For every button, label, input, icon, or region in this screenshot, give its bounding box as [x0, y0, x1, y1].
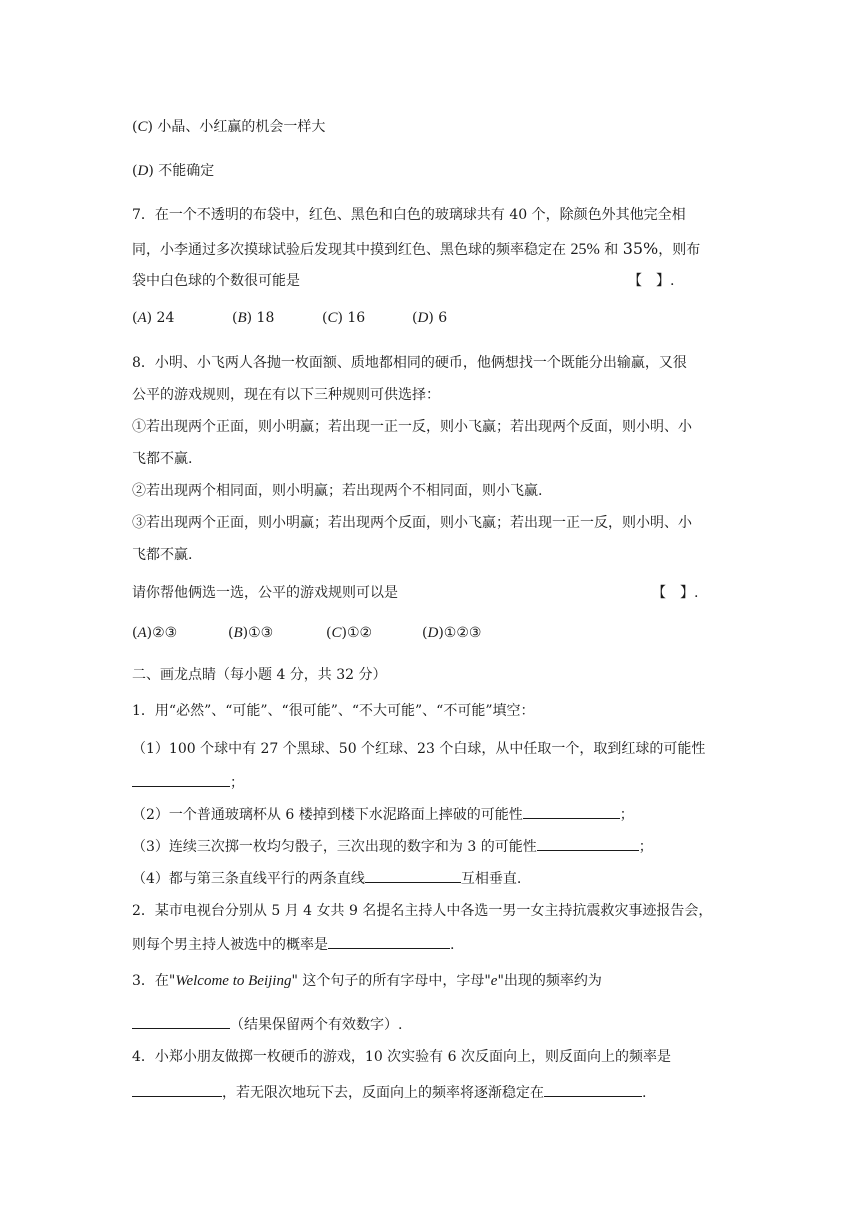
- option: (D)①②③: [422, 625, 482, 641]
- s2-q2-line-2: [132, 934, 454, 954]
- q7-text: 和: [599, 242, 623, 258]
- section-heading: 二、画龙点睛（每小题 4 分，共 32 分）: [132, 667, 387, 683]
- s2-q1-part-2: [132, 804, 634, 824]
- q6-option-d: (D) 不能确定: [132, 163, 215, 179]
- q7-line-3: 袋中白色球的个数很可能是: [132, 273, 300, 289]
- letter-e: e: [490, 973, 498, 989]
- option-value: ①②: [346, 625, 373, 641]
- part-text: （4）都与第三条直线平行的两条直线: [132, 871, 365, 887]
- answer-blank[interactable]: [365, 868, 461, 883]
- q3-text: （结果保留两个有效数字）.: [230, 1017, 403, 1033]
- q2-text: 则每个男主持人被选中的概率是: [132, 937, 328, 953]
- answer-blank[interactable]: [544, 1082, 642, 1097]
- q8-options: [132, 624, 481, 642]
- option-letter: C: [331, 625, 342, 641]
- option-letter: D: [417, 310, 429, 326]
- answer-blank[interactable]: [132, 1082, 222, 1097]
- s2-q1-part-4: [132, 868, 521, 888]
- q8-line-6: ③若出现两个正面，则小明赢；若出现两个反面，则小飞赢；若出现一正一反，则小明、小: [132, 515, 692, 531]
- option: (C)①②: [326, 625, 373, 641]
- option-letter: D: [137, 163, 149, 179]
- q3-text: 3．在": [132, 973, 176, 989]
- q7-options: [132, 309, 447, 327]
- punctuation: .: [450, 937, 455, 953]
- q4-text: ，若无限次地玩下去，反面向上的频率将逐渐稳定在: [222, 1085, 544, 1101]
- option-text: 小晶、小红赢的机会一样大: [157, 119, 326, 135]
- answer-blank[interactable]: [328, 934, 450, 949]
- punctuation: .: [642, 1085, 647, 1101]
- q7-line-1: 7．在一个不透明的布袋中，红色、黑色和白色的玻璃球共有 40 个，除颜色外其他完全相: [132, 207, 686, 223]
- option-value: 18: [252, 310, 275, 326]
- s2-q4-line-2: [132, 1082, 646, 1102]
- option-letter: A: [137, 310, 147, 326]
- percent-value: 25%: [570, 241, 600, 258]
- answer-blank[interactable]: [537, 836, 639, 851]
- q8-line-3: ①若出现两个正面，则小明赢；若出现一正一反，则小飞赢；若出现两个反面，则小明、小: [132, 419, 692, 435]
- option: (A)②③: [132, 625, 178, 641]
- punctuation: ；: [230, 775, 244, 791]
- s2-q3-line-2: [132, 1014, 402, 1034]
- s2-q2-line-1: 2．某市电视台分别从 5 月 4 女共 9 名提名主持人中各选一男一女主持抗震救灾事迹报告会，: [132, 903, 713, 919]
- punctuation: ；: [619, 807, 634, 823]
- option-letter: C: [327, 310, 338, 326]
- q8-line-2: 公平的游戏规则，现在有以下三种规则可供选择：: [132, 387, 440, 403]
- q7-text: 同，小李通过多次摸球试验后发现其中摸到红色、黑色球的频率稳定在: [132, 242, 571, 258]
- q8-line-4: 飞都不赢.: [132, 451, 193, 467]
- s2-q3-line-1: [132, 972, 602, 990]
- s2-q1-stem: 1．用“必然”、“可能”、“很可能”、“不大可能”、“不可能”填空：: [132, 703, 535, 719]
- answer-blank[interactable]: [132, 772, 230, 787]
- s2-q1-part-3: [132, 836, 653, 856]
- option-value: ①②③: [443, 625, 482, 641]
- q3-text: " 这个句子的所有字母中，字母": [291, 973, 491, 989]
- option: (B)①③: [228, 625, 274, 641]
- option-value: ①③: [248, 625, 274, 641]
- option-letter: D: [427, 625, 439, 641]
- q8-line-5: ②若出现两个相同面，则小明赢；若出现两个不相同面，则小飞赢.: [132, 483, 543, 499]
- option: (D) 6: [412, 310, 448, 326]
- q8-line-1: 8．小明、小飞两人各抛一枚面额、质地都相同的硬币，他俩想找一个既能分出输赢，又很: [132, 355, 687, 371]
- q7-line-2: [132, 240, 700, 259]
- q8-line-8: 请你帮他俩选一选，公平的游戏规则可以是: [132, 585, 398, 601]
- option-letter: B: [237, 310, 247, 326]
- part-text: 互相垂直.: [460, 871, 522, 887]
- option-text: 不能确定: [158, 163, 215, 179]
- answer-bracket: 【 】.: [628, 273, 675, 289]
- q8-line-7: 飞都不赢.: [132, 547, 193, 563]
- quoted-sentence: Welcome to Beijing: [175, 973, 292, 989]
- part-text: （2）一个普通玻璃杯从 6 楼掉到楼下水泥路面上摔破的可能性: [132, 807, 523, 823]
- q6-option-c: (C) 小晶、小红赢的机会一样大: [132, 119, 326, 135]
- part-text: （3）连续三次掷一枚均匀骰子，三次出现的数字和为 3 的可能性: [132, 839, 537, 855]
- option-value: 16: [342, 310, 366, 326]
- q3-text: "出现的频率约为: [497, 973, 602, 989]
- option-value: ②③: [152, 625, 178, 641]
- s2-q4-line-1: 4．小郑小朋友做掷一枚硬币的游戏，10 次实验有 6 次反面向上，则反面向上的频率是: [132, 1049, 671, 1065]
- option: (C) 16: [322, 310, 366, 326]
- option-value: 24: [152, 310, 175, 326]
- option-letter: C: [137, 119, 148, 135]
- s2-q1-part-1: （1）100 个球中有 27 个黑球、50 个红球、23 个白球，从中任取一个，取到红球的可能性: [132, 741, 706, 757]
- percent-value: 35%: [622, 239, 659, 258]
- option: (B) 18: [232, 310, 275, 326]
- answer-blank[interactable]: [523, 804, 620, 819]
- answer-blank[interactable]: [132, 1014, 230, 1029]
- option-letter: B: [233, 625, 243, 641]
- q7-text: ，则布: [658, 242, 701, 258]
- punctuation: ；: [638, 839, 653, 855]
- answer-bracket: 【 】.: [652, 585, 699, 601]
- s2-q1-part-1-answer: [132, 772, 244, 792]
- option-letter: A: [137, 625, 147, 641]
- option-value: 6: [433, 310, 448, 326]
- option: (A) 24: [132, 310, 175, 326]
